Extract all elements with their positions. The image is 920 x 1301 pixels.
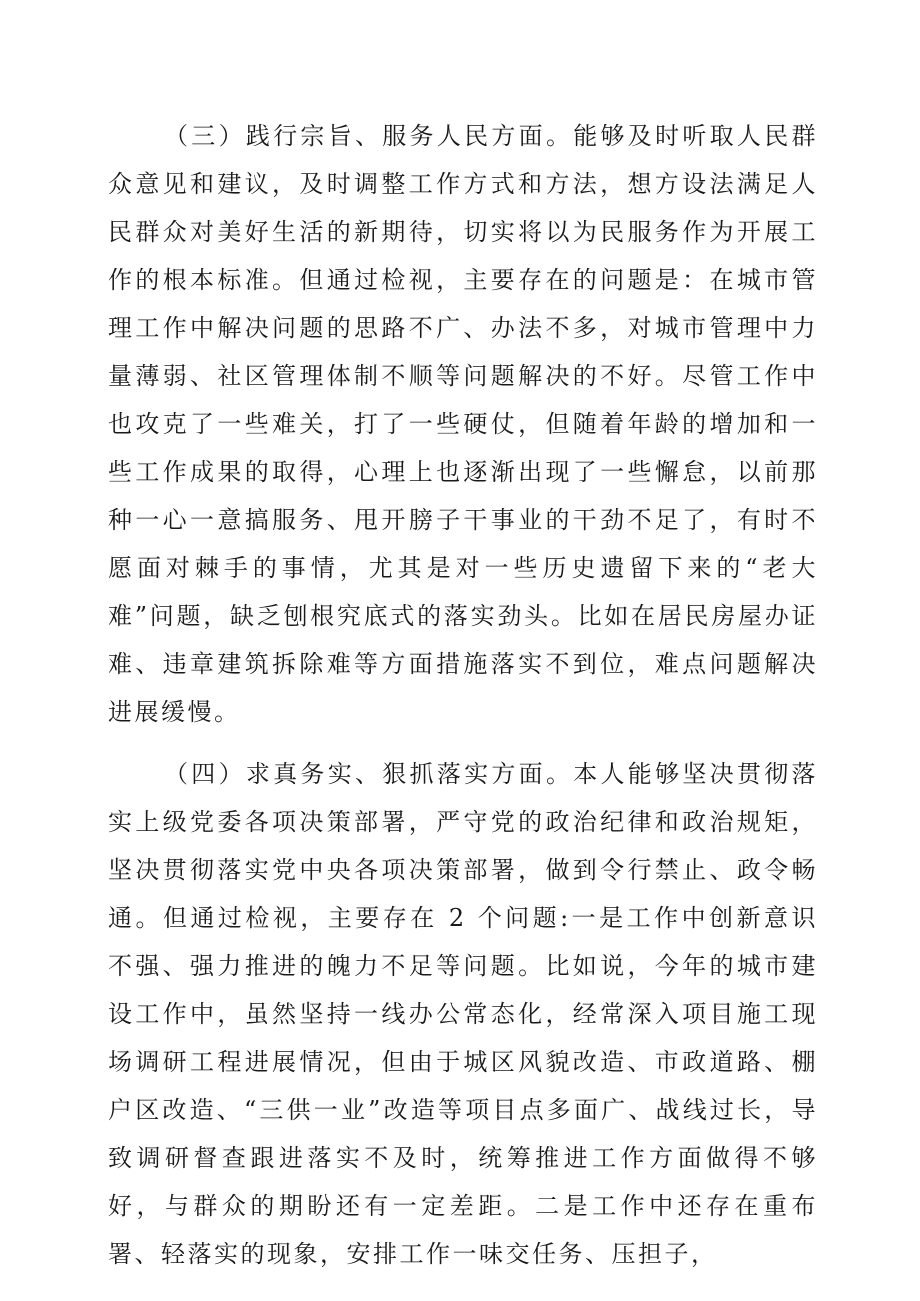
paragraph-section-four: （四）求真务实、狠抓落实方面。本人能够坚决贯彻落实上级党委各项决策部署，严守党的政治纪律和政治规矩，坚决贯彻落实党中央各项决策部署，做到令行禁止、政令畅通。但通过检视，主要存在 2 个问题:一是工作中创新意识不强、强力推进的魄力不足等问题。比如说，今年的城市建设工作中，虽然坚持一线办公常态化，经常深入项目施工现场调研工程进展情况，但由于城区风貌改造、市政道路、棚户区改造、“三供一业”改造等项目点多面广、战线过长，导致调研督查跟进落实不及时，统筹推进工作方面做得不够好，与群众的期盼还有一定差距。二是工作中还存在重布署、轻落实的现象，安排工作一味交任务、压担子， [108,760,818,1268]
document-body [108,112,818,1292]
paragraph-section-three: （三）践行宗旨、服务人民方面。能够及时听取人民群众意见和建议，及时调整工作方式和方法，想方设法满足人民群众对美好生活的新期待，切实将以为民服务作为开展工作的根本标准。但通过检视，主要存在的问题是：在城市管理工作中解决问题的思路不广、办法不多，对城市管理中力量薄弱、社区管理体制不顺等问题解决的不好。尽管工作中也攻克了一些难关，打了一些硬仗，但随着年龄的增加和一些工作成果的取得，心理上也逐渐出现了一些懈怠，以前那种一心一意搞服务、甩开膀子干事业的干劲不足了，有时不愿面对棘手的事情，尤其是对一些历史遗留下来的“老大难”问题，缺乏刨根究底式的落实劲头。比如在居民房屋办证难、违章建筑拆除难等方面措施落实不到位，难点问题解决进展缓慢。 [108,122,818,726]
